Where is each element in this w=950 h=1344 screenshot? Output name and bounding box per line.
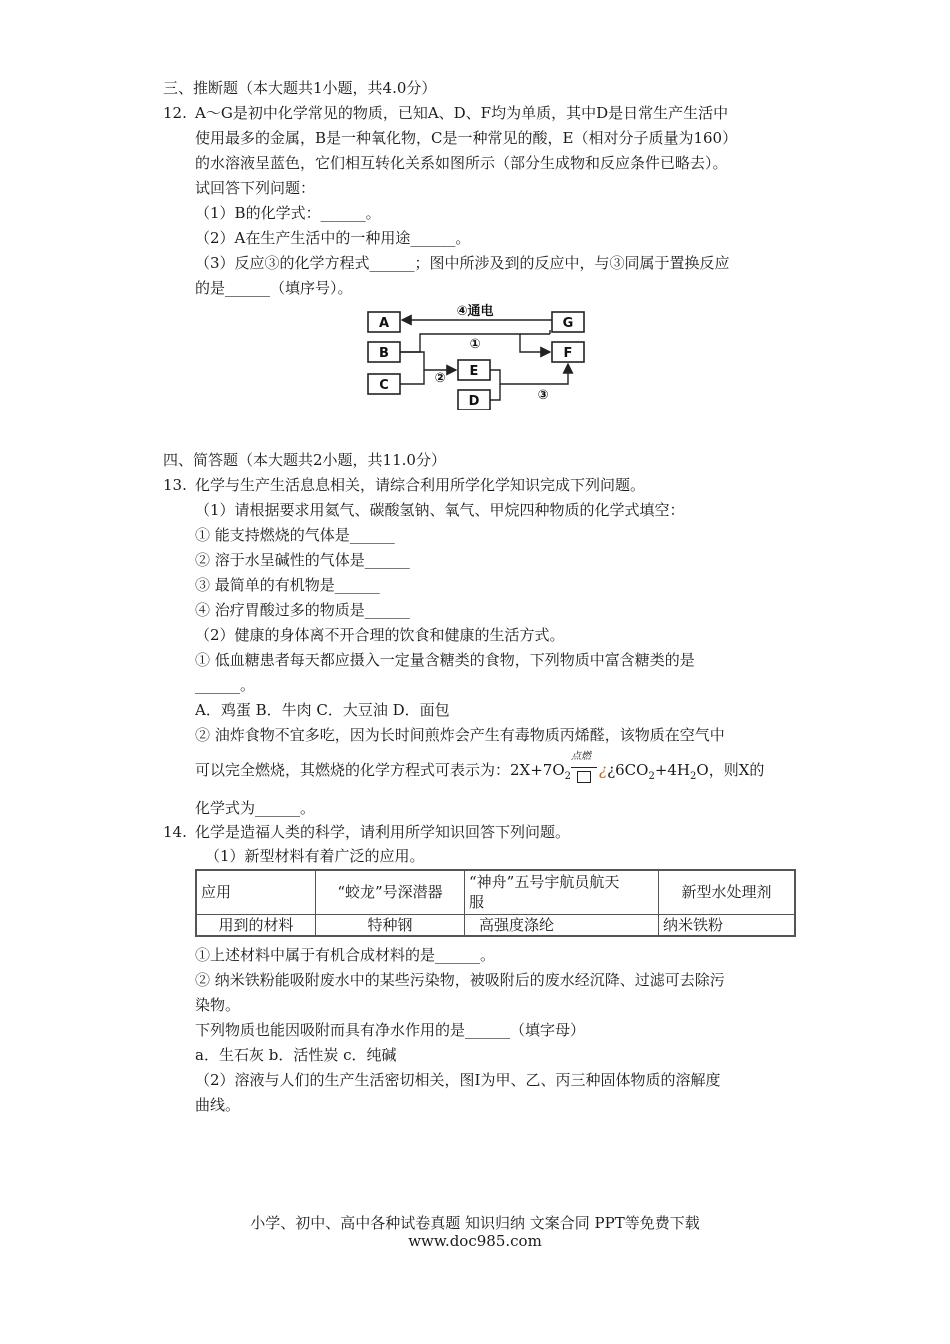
cell-text: “神舟”五号宇航员航天 [469,873,620,892]
q12-line2: 使用最多的金属，B是一种氧化物，C是一种常见的酸，E（相对分子质量为160） [195,129,738,147]
q14-part1: （1）新型材料有着广泛的应用。 [205,847,425,865]
box-c-label: C [379,378,389,393]
q12-line4: 试回答下列问题： [195,179,316,197]
box-d-label: D [468,394,480,409]
sub-2a: 2 [564,771,572,782]
table-cell: 高强度涤纶 [465,914,659,936]
reaction-diagram [360,300,600,410]
table-cell: “蛟龙”号深潜器 [316,870,465,914]
q14-part2b: 曲线。 [195,1096,241,1114]
q13-options: A．鸡蛋 B．牛肉 C．大豆油 D．面包 [195,701,450,719]
table-cell: 特种钢 [316,914,465,936]
q13-a4: ④ 治疗胃酸过多的物质是______ [195,601,410,619]
footer-line1: 小学、初中、高中各种试卷真题 知识归纳 文案合同 PPT等免费下载 [250,1214,700,1232]
equation-left: 可以完全燃烧，其燃烧的化学方程式可表示为：2X+7O [195,761,565,779]
q14-c2a: ② 纳米铁粉能吸附废水中的某些污染物，被吸附后的废水经沉降、过滤可去除污 [195,971,725,989]
box-b-label: B [379,346,389,361]
condition-text: 点燃 [571,751,592,762]
q13-line1: 化学与生产生活息息相关，请综合利用所学化学知识完成下列问题。 [195,476,646,494]
q13-a3: ③ 最简单的有机物是______ [195,576,380,594]
q13-a1: ① 能支持燃烧的气体是______ [195,526,395,544]
table-cell [465,870,659,914]
arrow-label-3: ③ [537,388,549,403]
q13-part2: （2）健康的身体离不开合理的饮食和健康的生活方式。 [195,626,565,644]
condition-line [571,767,597,768]
box-a-label: A [378,316,390,331]
arrow-label-2: ② [434,371,446,386]
equation-right3: O，则X的 [696,761,765,779]
sub-2c: 2 [690,771,697,782]
table-cell: 应用 [196,870,316,914]
q14-c4: a．生石灰 b．活性炭 c．纯碱 [195,1046,397,1064]
table-cell: 用到的材料 [196,914,316,936]
materials-table [195,869,796,937]
section4-heading: 四、简答题（本大题共2小题，共11.0分） [163,451,446,469]
q14-part2a: （2）溶液与人们的生产生活密切相关，图Ⅰ为甲、乙、丙三种固体物质的溶解度 [195,1071,721,1089]
q14-line1: 化学是造福人类的科学，请利用所学知识回答下列问题。 [195,823,571,841]
table-cell: 纳米铁粉 [659,914,796,936]
q13-number: 13. [163,476,187,494]
box-e-label: E [469,364,479,379]
table-row [196,870,795,914]
q14-c3: 下列物质也能因吸附而具有净水作用的是______（填字母） [195,1021,586,1039]
box-f-label: F [563,346,573,361]
q13-b1: ① 低血糖患者每天都应摄入一定量含糖类的食物，下列物质中富含糖类的是 [195,651,695,669]
q13-a2: ② 溶于水呈碱性的气体是______ [195,551,410,569]
q13-b1-blank: ______。 [195,676,256,694]
q13-part1: （1）请根据要求用氦气、碳酸氢钠、氧气、甲烷四种物质的化学式填空： [195,501,685,519]
footer-url[interactable]: www.doc985.com [408,1232,542,1250]
table-row [196,914,795,936]
q12-line1: A～G是初中化学常见的物质，已知A、D、F均为单质，其中D是日常生产生活中 [195,104,729,122]
equation-right: ¿6CO [607,761,649,779]
equation-right2: +4H [654,761,691,779]
arrow-label-1: ① [469,337,481,352]
q12-number: 12. [163,104,187,122]
arrow-label-4: ④通电 [456,304,494,319]
q12-line3: 的水溶液呈蓝色，它们相互转化关系如图所示（部分生成物和反应条件已略去）。 [195,154,728,172]
q12-sub3b: 的是______（填序号）。 [195,279,353,297]
q13-equation-line [195,751,765,787]
q13-b2c: 化学式为______。 [195,799,316,817]
box-g-label: G [562,316,574,331]
cell-text-cont: 服 [469,893,485,912]
garbled-symbol: ¿ [599,761,608,779]
q12-sub1: （1）B的化学式：______。 [195,204,381,222]
q14-c2b: 染物。 [195,996,241,1014]
reaction-condition [571,751,599,781]
q12-sub3a: （3）反应③的化学方程式______；图中所涉及到的反应中，与③同属于置换反应 [195,254,730,272]
placeholder-box [577,771,591,783]
q12-sub2: （2）A在生产生活中的一种用途______。 [195,229,471,247]
section3-heading: 三、推断题（本大题共1小题，共4.0分） [163,79,437,97]
q14-c1: ①上述材料中属于有机合成材料的是______。 [195,946,496,964]
sub-2b: 2 [648,771,655,782]
q13-b2: ② 油炸食物不宜多吃，因为长时间煎炸会产生有毒物质丙烯醛，该物质在空气中 [195,726,725,744]
q14-number: 14. [163,823,187,841]
table-cell: 新型水处理剂 [659,870,796,914]
